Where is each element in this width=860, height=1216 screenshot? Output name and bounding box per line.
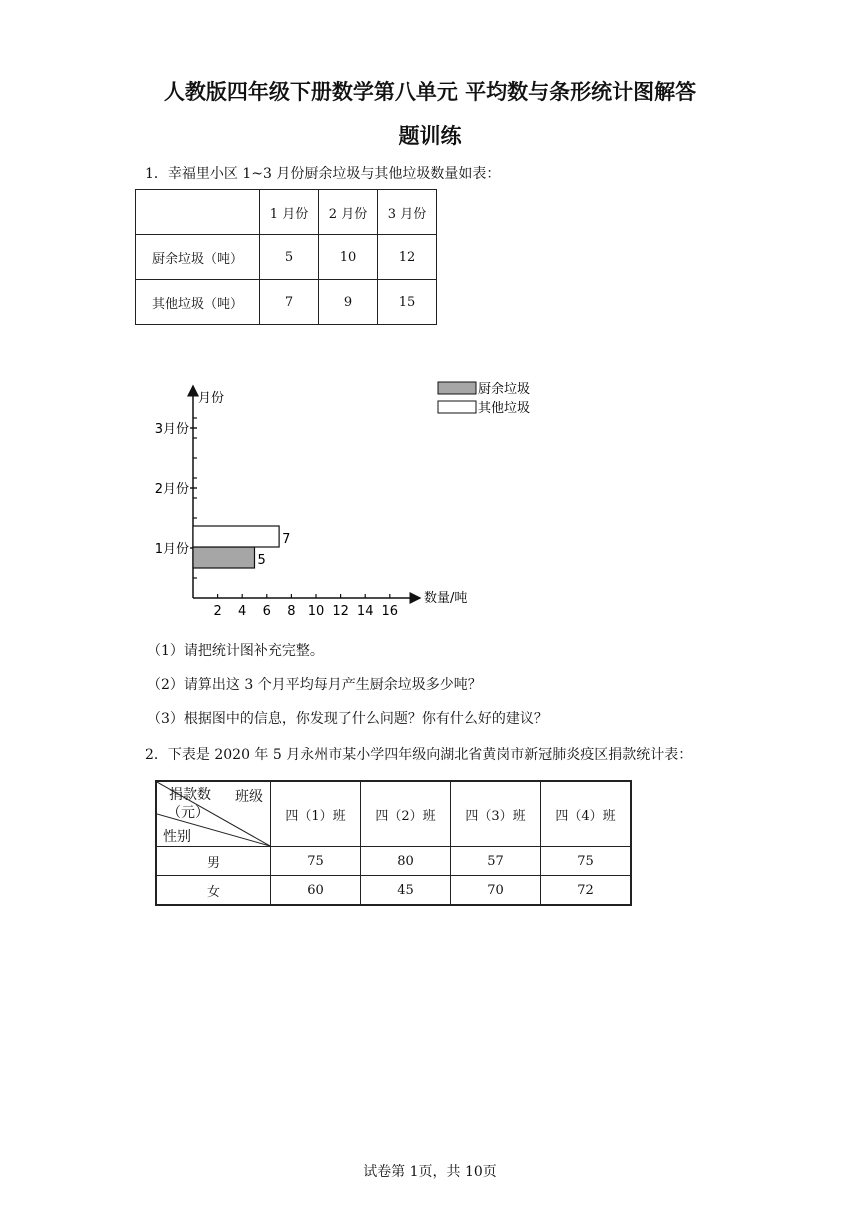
x-tick-label: 4 (238, 604, 247, 615)
q2-col-header: 四（4）班 (541, 781, 632, 847)
table-row (156, 876, 631, 906)
q2-cell: 72 (541, 876, 632, 906)
x-tick-label: 12 (332, 604, 349, 615)
bar-chart (130, 370, 560, 615)
q2-col-header: 四（2）班 (361, 781, 451, 847)
legend-label: 其他垃圾 (478, 401, 531, 416)
q1-row-label: 其他垃圾（吨） (136, 280, 260, 325)
q1-sub2: （2）请算出这 3 个月平均每月产生厨余垃圾多少吨？ (147, 677, 482, 693)
bar (193, 547, 255, 568)
q1-table-corner (136, 190, 260, 235)
q2-cell: 80 (361, 847, 451, 876)
x-axis-label: 数量/吨 (424, 591, 468, 606)
table-row (136, 280, 437, 325)
q1-prompt: 1．幸福里小区 1~3 月份厨余垃圾与其他垃圾数量如表： (145, 166, 501, 182)
q1-cell: 10 (319, 235, 378, 280)
legend (438, 381, 530, 416)
bar-data-label: 7 (282, 532, 291, 547)
y-axis-label: 月份 (198, 391, 225, 406)
q2-prompt: 2．下表是 2020 年 5 月永州市某小学四年级向湖北省黄岗市新冠肺炎疫区捐款统计表： (145, 747, 693, 763)
q2-corner-amount: 捐款数 (169, 787, 211, 803)
q1-col-header: 2 月份 (319, 190, 378, 235)
q1-col-header: 1 月份 (260, 190, 319, 235)
q1-sub1: （1）请把统计图补充完整。 (147, 643, 324, 659)
q2-cell: 45 (361, 876, 451, 906)
y-tick-label: 2月份 (154, 482, 189, 497)
table-row (156, 847, 631, 876)
bar (193, 526, 279, 547)
q2-cell: 75 (271, 847, 361, 876)
x-tick-label: 10 (307, 604, 325, 615)
q1-cell: 5 (260, 235, 319, 280)
bar-data-label: 5 (257, 553, 266, 568)
page-title-line1: 人教版四年级下册数学第八单元 平均数与条形统计图解答 (163, 80, 697, 104)
legend-swatch-other (438, 401, 476, 413)
q1-cell: 15 (378, 280, 437, 325)
q2-col-header: 四（1）班 (271, 781, 361, 847)
q1-cell: 12 (378, 235, 437, 280)
y-tick-label: 3月份 (154, 422, 189, 437)
x-tick-label: 8 (287, 604, 296, 615)
q2-cell: 75 (541, 847, 632, 876)
page-footer: 试卷第 1页，共 10页 (363, 1164, 497, 1180)
q1-col-header: 3 月份 (378, 190, 437, 235)
q1-sub3: （3）根据图中的信息，你发现了什么问题？你有什么好的建议？ (147, 711, 548, 727)
q1-cell: 9 (319, 280, 378, 325)
q1-row-label: 厨余垃圾（吨） (136, 235, 260, 280)
q2-corner-unit: （元） (167, 805, 209, 821)
q2-corner-gender: 性别 (163, 829, 191, 845)
q1-cell: 7 (260, 280, 319, 325)
x-tick-label: 2 (213, 604, 222, 615)
page-title-line2: 题训练 (398, 124, 462, 148)
q1-table (135, 189, 437, 325)
q2-cell: 70 (451, 876, 541, 906)
q2-cell: 60 (271, 876, 361, 906)
q2-diagonal-header (156, 781, 271, 847)
x-tick-label: 14 (356, 604, 374, 615)
legend-label: 厨余垃圾 (478, 382, 531, 397)
y-tick-label: 1月份 (154, 542, 189, 557)
x-tick-label: 6 (262, 604, 271, 615)
q2-table (155, 780, 632, 906)
legend-swatch-kitchen (438, 382, 476, 394)
q2-row-label: 男 (156, 847, 271, 876)
q2-corner-class: 班级 (235, 789, 263, 805)
q2-row-label: 女 (156, 876, 271, 906)
table-row (136, 235, 437, 280)
x-tick-label: 16 (381, 604, 399, 615)
q2-col-header: 四（3）班 (451, 781, 541, 847)
q2-cell: 57 (451, 847, 541, 876)
